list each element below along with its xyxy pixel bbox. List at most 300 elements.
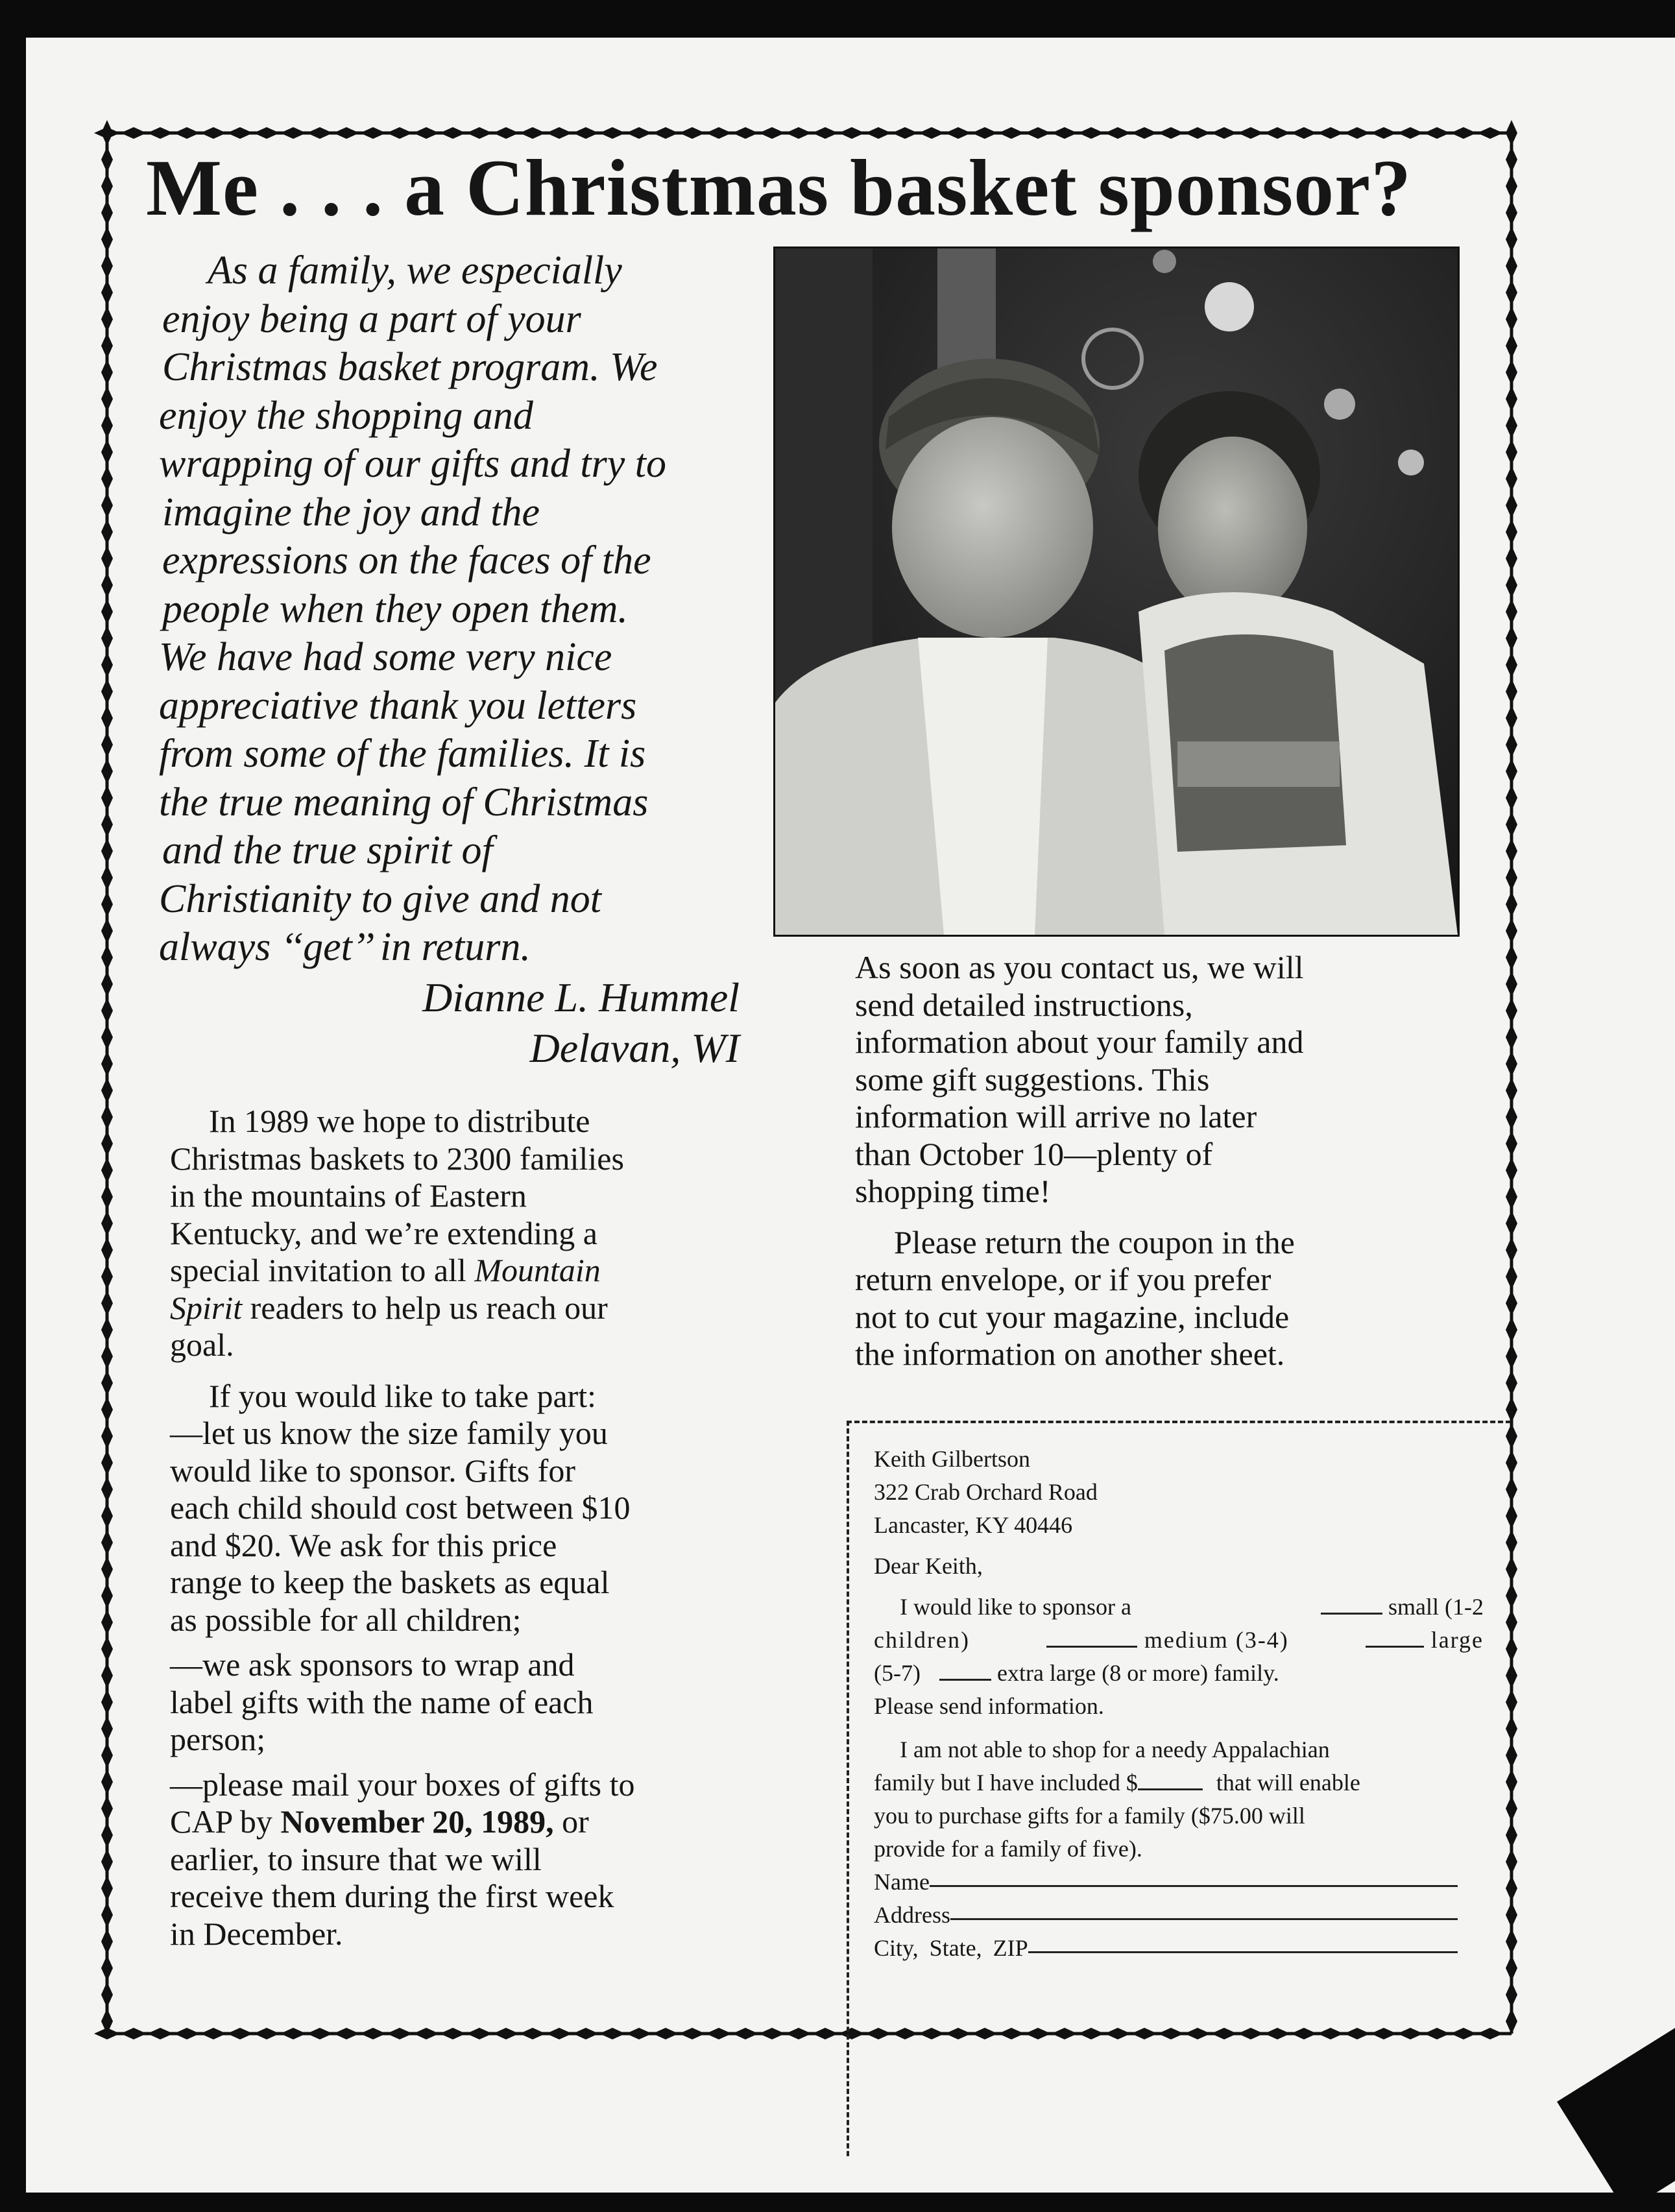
border-diamond [1506,439,1517,465]
name-field[interactable] [930,1866,1458,1887]
text-span: special invitation to all [170,1252,475,1288]
border-diamond [1506,1131,1517,1157]
border-diamond [101,1423,113,1449]
border-diamond [1344,127,1370,139]
coupon-donate-line-4: provide for a family of five). [874,1836,1142,1862]
border-diamond [1506,1237,1517,1263]
border-diamond [1506,1157,1517,1183]
border-diamond [200,127,226,139]
border-diamond [440,127,466,139]
border-diamond [101,865,113,891]
text-span [1366,1624,1484,1657]
border-diamond [759,2028,785,2039]
text-line: would like to sponsor. Gifts for [170,1452,575,1489]
text-line: Christmas baskets to 2300 families [170,1140,624,1177]
coupon-donate-line-2 [874,1766,1497,1799]
border-diamond [546,127,572,139]
border-diamond [101,1450,113,1476]
border-diamond [101,1131,113,1157]
border-diamond [1052,127,1078,139]
border-diamond [1506,1290,1517,1316]
border-diamond [1506,1077,1517,1103]
border-diamond [101,333,113,359]
border-diamond [1506,280,1517,306]
border-diamond [1078,127,1104,139]
coupon-donate-line-3: you to purchase gifts for a family ($75.00 will [874,1803,1305,1829]
border-diamond [227,2028,253,2039]
border-diamond [101,998,113,1024]
text-line: return envelope, or if you prefer [855,1261,1271,1297]
border-diamond [1506,625,1517,651]
border-diamond [101,439,113,465]
text-line: As soon as you contact us, we will [855,949,1304,985]
blank-extra-large-family[interactable] [939,1659,991,1681]
text-line [170,1290,773,1327]
border-diamond [101,1317,113,1343]
text-line: information will arrive no later [855,1098,1257,1135]
border-diamond [101,1982,113,2008]
quote-line: enjoy the shopping and [159,393,533,438]
quote-line: Christmas basket program. We [162,345,658,389]
border-diamond [1506,811,1517,837]
border-diamond [1506,1051,1517,1077]
border-diamond [1238,127,1264,139]
paragraph-distribute [170,1103,773,1364]
border-diamond [732,2028,758,2039]
border-diamond [865,127,891,139]
border-diamond [101,679,113,704]
border-diamond [101,705,113,731]
border-diamond [466,127,492,139]
border-diamond [307,2028,333,2039]
border-diamond [101,386,113,412]
signature-place: Delavan, WI [529,1025,740,1071]
border-diamond [101,1343,113,1369]
text-line: —please mail your boxes of gifts to [170,1766,635,1803]
border-diamond [101,546,113,571]
border-diamond [101,226,113,252]
border-diamond [1506,333,1517,359]
text-span: that will enable [1216,1770,1360,1796]
testimonial-quote [159,246,808,972]
border-diamond [1318,127,1344,139]
border-diamond [101,971,113,997]
border-diamond [121,2028,147,2039]
border-diamond [101,253,113,279]
border-diamond [101,519,113,545]
border-diamond [1025,127,1051,139]
border-diamond [360,127,386,139]
border-diamond [706,2028,732,2039]
border-top-chain [94,127,1512,139]
text-line: goal. [170,1327,234,1363]
coupon-content [874,1443,1497,1965]
border-diamond [1506,1317,1517,1343]
border-diamond [200,2028,226,2039]
quote-line: appreciative thank you letters [159,683,637,728]
border-diamond [101,1264,113,1290]
border-diamond [1506,652,1517,678]
border-diamond [101,1104,113,1130]
border-diamond [1506,359,1517,385]
text-line: If you would like to take part: [209,1377,597,1414]
border-diamond [1185,127,1211,139]
text-line: Please return the coupon in the [894,1223,1295,1260]
quote-line: expressions on the faces of the [162,538,651,583]
border-diamond [101,413,113,439]
border-diamond [1506,120,1517,146]
border-diamond [101,492,113,518]
border-diamond [945,127,971,139]
border-diamond [101,811,113,837]
border-diamond [466,2028,492,2039]
border-diamond [101,1210,113,1236]
border-diamond [254,127,280,139]
coupon-street: 322 Crab Orchard Road [874,1479,1098,1505]
quote-line: people when they open them. [162,586,628,631]
border-diamond [280,127,306,139]
border-diamond [1506,838,1517,864]
border-diamond [1158,127,1184,139]
blank-small-family[interactable] [1321,1593,1382,1615]
border-diamond [520,2028,546,2039]
border-diamond [679,2028,705,2039]
border-diamond [892,127,918,139]
border-diamond [1371,127,1397,139]
text-line: Kentucky, and we’re extending a [170,1214,597,1251]
border-diamond [573,2028,599,2039]
border-diamond [812,127,838,139]
border-diamond [599,2028,625,2039]
text-span: family but I have included $ [874,1770,1138,1796]
border-diamond [101,1689,113,1715]
border-diamond [1105,127,1131,139]
coupon-name-row [874,1866,1458,1899]
border-diamond [1506,918,1517,944]
quote-line: enjoy being a part of your [162,296,581,341]
border-diamond [101,1636,113,1662]
right-body-column [855,949,1491,1373]
text-line: person; [170,1721,266,1757]
border-diamond [101,466,113,492]
border-diamond [626,127,652,139]
border-diamond [839,127,865,139]
border-diamond [387,2028,413,2039]
border-diamond [1506,679,1517,704]
border-diamond [101,1397,113,1423]
border-diamond [919,127,945,139]
text-span: large [1430,1627,1484,1653]
text-line [170,1803,773,1841]
border-diamond [1506,492,1517,518]
text-line: information about your family and [855,1024,1304,1060]
address-field[interactable] [950,1899,1458,1920]
border-diamond [786,2028,812,2039]
quote-line: As a family, we especially [208,248,622,293]
border-diamond [101,1051,113,1077]
border-diamond [1506,785,1517,811]
coupon-addressee-name: Keith Gilbertson [874,1446,1030,1472]
border-diamond [101,1716,113,1742]
text-line: earlier, to insure that we will [170,1840,542,1877]
border-diamond [1506,546,1517,571]
border-diamond [101,200,113,226]
coupon-city-line: Lancaster, KY 40446 [874,1512,1073,1538]
border-diamond [101,1024,113,1050]
border-diamond [1424,127,1450,139]
magazine-name-italic: Spirit [170,1289,243,1326]
border-diamond [1506,891,1517,917]
text-line: In 1989 we hope to distribute [209,1103,590,1139]
border-diamond [101,918,113,944]
border-diamond [101,1556,113,1582]
blank-large-family[interactable] [1366,1626,1424,1648]
left-body-column [170,1103,773,1953]
coupon-sponsor-line-3 [874,1657,1497,1690]
border-diamond [333,127,359,139]
border-diamond [1506,971,1517,997]
border-diamond [1506,572,1517,598]
city-state-zip-field[interactable] [1028,1932,1458,1953]
border-diamond [1506,1264,1517,1290]
deadline-date: November 20, 1989, [280,1803,554,1840]
border-diamond [1506,944,1517,970]
coupon-sponsor-line-2 [874,1624,1484,1657]
border-diamond [1506,386,1517,412]
coupon-city-row [874,1932,1458,1965]
border-diamond [759,127,785,139]
text-span: (5-7) [874,1660,921,1686]
border-diamond [101,1663,113,1689]
border-diamond [1477,127,1503,139]
border-diamond [101,1290,113,1316]
border-diamond [812,2028,838,2039]
quote-line: Christianity to give and not [159,876,601,921]
text-span: small (1-2 [1388,1594,1484,1620]
text-line: —let us know the size family you [170,1415,608,1451]
border-diamond [1451,127,1476,139]
border-diamond [121,127,147,139]
border-diamond [1506,1104,1517,1130]
border-diamond [1264,127,1290,139]
border-diamond [101,1849,113,1875]
border-diamond [1506,732,1517,758]
article-title: Me . . . a Christmas basket sponsor? [146,143,1412,232]
border-diamond [1506,1024,1517,1050]
quote-line: the true meaning of Christmas [159,780,649,824]
coupon-donate-line-1: I am not able to shop for a needy Appalachian [900,1737,1330,1762]
border-diamond [101,625,113,651]
coupon-address-row [874,1899,1458,1932]
text-span: children) [874,1627,970,1653]
text-span: CAP by [170,1803,281,1840]
text-line: some gift suggestions. This [855,1061,1210,1098]
border-diamond [732,127,758,139]
quote-line: and the true spirit of [162,828,493,872]
text-span: medium (3-4) [1144,1627,1289,1653]
border-diamond [101,147,113,173]
border-diamond [101,1157,113,1183]
border-diamond [101,1077,113,1103]
border-diamond [101,1822,113,1848]
border-diamond [1506,705,1517,731]
border-diamond [101,599,113,625]
border-diamond [101,1875,113,1901]
border-diamond [101,785,113,811]
border-diamond [1506,413,1517,439]
text-span: or [553,1803,589,1840]
border-diamond [1397,127,1423,139]
border-diamond [1506,519,1517,545]
border-diamond [493,127,519,139]
border-diamond [227,127,253,139]
text-line: label gifts with the name of each [170,1683,594,1720]
border-diamond [413,127,439,139]
border-diamond [307,127,333,139]
border-diamond [101,572,113,598]
name-label: Name [874,1869,930,1895]
border-diamond [101,1902,113,1928]
border-diamond [679,127,705,139]
border-diamond [493,2028,519,2039]
border-diamond [174,2028,200,2039]
text-span: I would like to sponsor a [900,1594,1131,1620]
border-diamond [387,127,413,139]
border-diamond [1506,1184,1517,1210]
border-diamond [706,127,732,139]
blank-donation-amount[interactable] [1138,1769,1203,1790]
paragraph-wrap-gifts [170,1646,773,1759]
border-diamond [101,1476,113,1502]
paragraph-mail-boxes [170,1766,773,1953]
address-label: Address [874,1902,950,1928]
text-line: than October 10—plenty of [855,1135,1213,1172]
coupon-sponsor-line-4: Please send information. [874,1693,1104,1719]
border-diamond [280,2028,306,2039]
signature-name: Dianne L. Hummel [422,974,740,1020]
text-line: send detailed instructions, [855,986,1193,1023]
border-diamond [101,944,113,970]
border-diamond [786,127,812,139]
coupon-sponsor-line-1 [874,1591,1484,1624]
border-diamond [254,2028,280,2039]
paragraph-take-part [170,1378,773,1639]
border-diamond [101,1796,113,1821]
border-diamond [101,306,113,332]
children-photo-image [775,248,1458,935]
border-diamond [101,1237,113,1263]
text-line: shopping time! [855,1173,1051,1209]
border-diamond [101,1769,113,1795]
border-diamond [440,2028,466,2039]
border-diamond [101,359,113,385]
border-diamond [1506,253,1517,279]
border-diamond [174,127,200,139]
border-left-chain [101,120,113,2034]
border-diamond [101,1503,113,1529]
border-diamond [1506,865,1517,891]
sponsor-coupon[interactable] [847,1421,1511,2156]
border-diamond [1506,466,1517,492]
border-diamond [147,2028,173,2039]
text-span: readers to help us reach our [242,1289,608,1326]
border-diamond [1506,998,1517,1024]
border-diamond [101,280,113,306]
quote-line: always ‘‘get’’ in return. [159,925,531,969]
quote-line: imagine the joy and the [162,490,540,535]
quote-line: We have had some very nice [159,635,612,679]
border-diamond [546,2028,572,2039]
city-state-zip-label: City, State, ZIP [874,1935,1028,1961]
border-diamond [626,2028,652,2039]
border-diamond [573,127,599,139]
text-line: the information on another sheet. [855,1336,1285,1372]
text-span [1046,1624,1289,1657]
blank-medium-family[interactable] [1046,1626,1137,1648]
border-diamond [520,127,546,139]
text-line: in the mountains of Eastern [170,1177,527,1214]
border-diamond [101,1184,113,1210]
border-diamond [101,1929,113,1954]
border-diamond [101,1955,113,1981]
border-diamond [101,1530,113,1556]
border-diamond [101,652,113,678]
quote-line: wrapping of our gifts and try to [159,442,666,486]
paragraph-return-coupon [855,1224,1491,1373]
text-line: each child should cost between $10 [170,1489,631,1526]
text-span [1321,1591,1484,1624]
border-diamond [1131,127,1157,139]
border-diamond [360,2028,386,2039]
text-span: extra large (8 or more) family. [996,1660,1279,1686]
border-diamond [998,127,1024,139]
border-diamond [101,891,113,917]
text-line [170,1252,773,1290]
border-diamond [1506,599,1517,625]
border-diamond [653,127,679,139]
border-diamond [101,1370,113,1396]
border-diamond [1506,1397,1517,1423]
border-diamond [1506,758,1517,784]
border-diamond [972,127,998,139]
border-diamond [101,1742,113,1768]
quote-line: from some of the families. It is [159,732,646,776]
text-line: as possible for all children; [170,1601,522,1638]
border-diamond [147,127,173,139]
border-diamond [1211,127,1237,139]
magazine-name-italic: Mountain [474,1252,601,1288]
border-diamond [333,2028,359,2039]
border-diamond [1506,1343,1517,1369]
text-line: —we ask sponsors to wrap and [170,1646,575,1683]
text-line: receive them during the first week [170,1878,614,1914]
text-line: range to keep the baskets as equal [170,1564,610,1600]
border-diamond [413,2028,439,2039]
border-diamond [101,838,113,864]
border-diamond [1506,1210,1517,1236]
paragraph-contact [855,949,1491,1210]
border-diamond [101,1609,113,1635]
children-photo [773,246,1460,937]
border-diamond [101,732,113,758]
border-diamond [1506,306,1517,332]
border-diamond [101,120,113,146]
border-diamond [101,1583,113,1609]
border-diamond [599,127,625,139]
border-diamond [101,758,113,784]
text-line: not to cut your magazine, include [855,1298,1290,1335]
text-line: and $20. We ask for this price [170,1526,557,1563]
